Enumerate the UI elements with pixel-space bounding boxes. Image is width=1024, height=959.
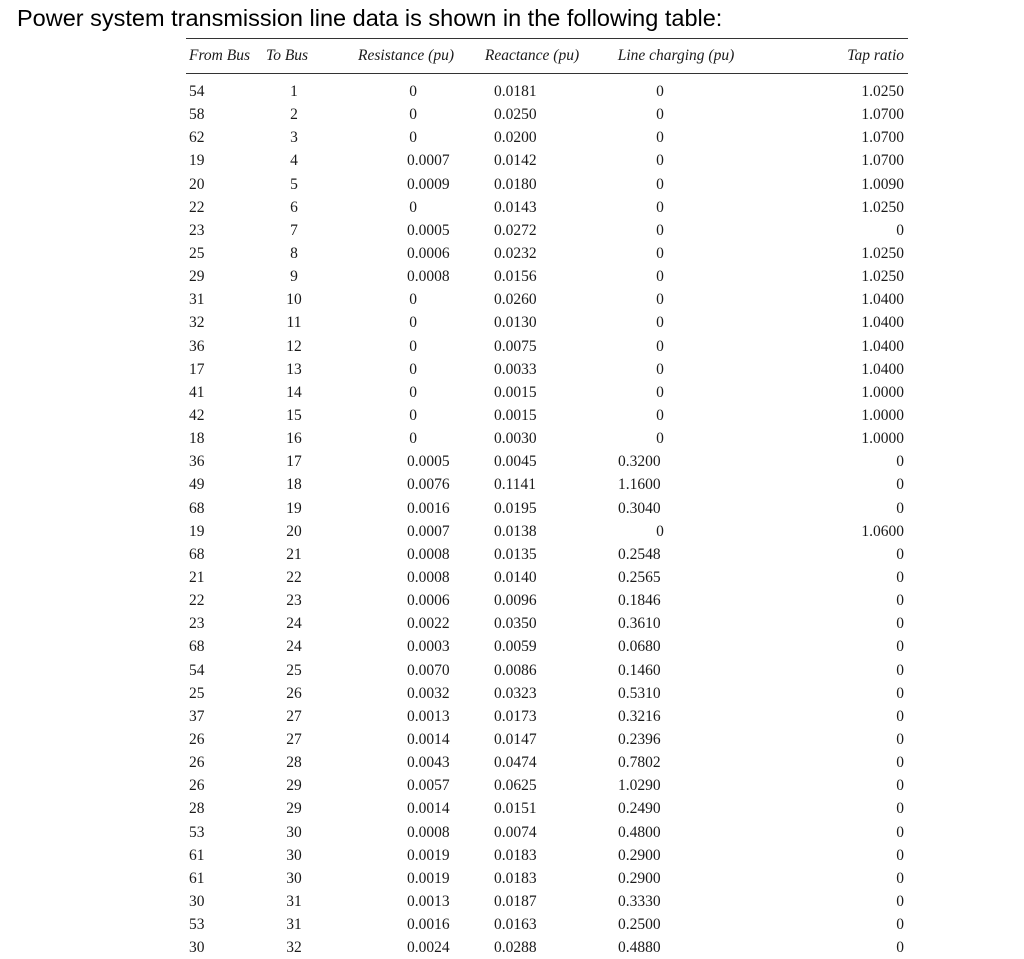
to-bus-cell: 26 bbox=[286, 684, 302, 702]
table-row bbox=[186, 358, 908, 381]
from-bus-cell: 61 bbox=[189, 846, 205, 864]
line-charging-cell: 0.4800 bbox=[618, 823, 661, 841]
tap-ratio-cell: 1.0700 bbox=[861, 152, 904, 170]
from-bus-cell: 53 bbox=[189, 823, 205, 841]
line-charging-cell: 0.7802 bbox=[618, 754, 661, 772]
tap-ratio-cell: 0 bbox=[896, 661, 904, 679]
reactance-cell: 0.0181 bbox=[494, 83, 537, 101]
to-bus-cell: 27 bbox=[286, 707, 302, 725]
to-bus-cell: 23 bbox=[286, 592, 302, 610]
resistance-cell: 0.0022 bbox=[407, 615, 450, 633]
line-charging-cell: 1.0290 bbox=[618, 777, 661, 795]
from-bus-cell: 68 bbox=[189, 638, 205, 656]
table-row bbox=[186, 682, 908, 705]
from-bus-cell: 30 bbox=[189, 892, 205, 910]
table-row bbox=[186, 473, 908, 496]
reactance-cell: 0.0173 bbox=[494, 707, 537, 725]
from-bus-cell: 25 bbox=[189, 684, 205, 702]
tap-ratio-cell: 0 bbox=[896, 453, 904, 471]
from-bus-cell: 18 bbox=[189, 430, 205, 448]
reactance-cell: 0.0135 bbox=[494, 545, 537, 563]
to-bus-cell: 32 bbox=[286, 939, 302, 957]
to-bus-cell: 17 bbox=[286, 453, 302, 471]
table-row bbox=[186, 612, 908, 635]
tap-ratio-cell: 0 bbox=[896, 777, 904, 795]
reactance-cell: 0.0187 bbox=[494, 892, 537, 910]
reactance-cell: 0.0350 bbox=[494, 615, 537, 633]
tap-ratio-cell: 1.0000 bbox=[861, 430, 904, 448]
reactance-cell: 0.0183 bbox=[494, 869, 537, 887]
tap-ratio-cell: 0 bbox=[896, 684, 904, 702]
to-bus-cell: 20 bbox=[286, 522, 302, 540]
table-row bbox=[186, 774, 908, 797]
reactance-cell: 0.0130 bbox=[494, 314, 537, 332]
tap-ratio-cell: 1.0250 bbox=[861, 83, 904, 101]
table-row bbox=[186, 728, 908, 751]
reactance-cell: 0.0147 bbox=[494, 731, 537, 748]
resistance-cell: 0.0009 bbox=[407, 175, 450, 193]
from-bus-cell: 32 bbox=[189, 314, 205, 332]
resistance-cell: 0 bbox=[409, 314, 417, 332]
resistance-cell: 0.0008 bbox=[407, 823, 450, 841]
resistance-cell: 0.0008 bbox=[407, 268, 450, 286]
tap-ratio-cell: 1.0400 bbox=[861, 314, 904, 332]
header-reactance: Reactance (pu) bbox=[484, 47, 580, 64]
reactance-cell: 0.0183 bbox=[494, 846, 537, 864]
resistance-cell: 0.0005 bbox=[407, 453, 450, 471]
tap-ratio-cell: 1.0400 bbox=[861, 291, 904, 309]
from-bus-cell: 36 bbox=[189, 453, 205, 471]
reactance-cell: 0.0075 bbox=[494, 337, 537, 355]
reactance-cell: 0.0180 bbox=[494, 175, 537, 193]
resistance-cell: 0.0003 bbox=[407, 638, 450, 656]
to-bus-cell: 19 bbox=[286, 499, 302, 517]
table-row bbox=[186, 149, 908, 172]
table-row bbox=[186, 705, 908, 728]
to-bus-cell: 15 bbox=[286, 407, 302, 425]
to-bus-cell: 25 bbox=[286, 661, 302, 679]
resistance-cell: 0 bbox=[409, 129, 417, 147]
from-bus-cell: 25 bbox=[189, 245, 205, 263]
line-charging-cell: 0 bbox=[656, 522, 664, 540]
resistance-cell: 0 bbox=[409, 360, 417, 378]
line-charging-cell: 0 bbox=[656, 198, 664, 216]
resistance-cell: 0.0076 bbox=[407, 476, 450, 494]
to-bus-cell: 9 bbox=[290, 268, 298, 286]
from-bus-cell: 26 bbox=[189, 731, 205, 748]
resistance-cell: 0 bbox=[409, 383, 417, 401]
to-bus-cell: 27 bbox=[286, 731, 302, 748]
from-bus-cell: 53 bbox=[189, 916, 205, 934]
line-charging-cell: 0.5310 bbox=[618, 684, 661, 702]
table-row bbox=[186, 126, 908, 149]
tap-ratio-cell: 0 bbox=[896, 869, 904, 887]
tap-ratio-cell: 1.0700 bbox=[861, 129, 904, 147]
to-bus-cell: 29 bbox=[286, 777, 302, 795]
resistance-cell: 0.0070 bbox=[407, 661, 450, 679]
to-bus-cell: 10 bbox=[286, 291, 302, 309]
line-charging-cell: 0 bbox=[656, 407, 664, 425]
from-bus-cell: 41 bbox=[189, 383, 205, 401]
resistance-cell: 0.0008 bbox=[407, 545, 450, 563]
reactance-cell: 0.0163 bbox=[494, 916, 537, 934]
from-bus-cell: 21 bbox=[189, 569, 205, 587]
line-charging-cell: 0.4880 bbox=[618, 939, 661, 957]
tap-ratio-cell: 0 bbox=[896, 615, 904, 633]
line-charging-cell: 0.3040 bbox=[618, 499, 661, 517]
from-bus-cell: 68 bbox=[189, 545, 205, 563]
reactance-cell: 0.0260 bbox=[494, 291, 537, 309]
intro-text: Power system transmission line data is shown in the following table: bbox=[17, 5, 723, 31]
resistance-cell: 0.0006 bbox=[407, 245, 450, 263]
reactance-cell: 0.0232 bbox=[494, 245, 537, 263]
line-charging-cell: 0 bbox=[656, 83, 664, 101]
line-charging-cell: 0 bbox=[656, 314, 664, 332]
table-row bbox=[186, 821, 908, 844]
table-row bbox=[186, 497, 908, 520]
to-bus-cell: 24 bbox=[286, 638, 302, 656]
to-bus-cell: 5 bbox=[290, 175, 298, 193]
table-row bbox=[186, 589, 908, 612]
tap-ratio-cell: 0 bbox=[896, 638, 904, 656]
resistance-cell: 0 bbox=[409, 407, 417, 425]
from-bus-cell: 23 bbox=[189, 221, 205, 239]
tap-ratio-cell: 0 bbox=[896, 823, 904, 841]
line-charging-cell: 0.2900 bbox=[618, 869, 661, 887]
line-charging-cell: 0.2490 bbox=[618, 800, 661, 818]
line-charging-cell: 0.2548 bbox=[618, 545, 661, 563]
line-charging-cell: 0.1460 bbox=[618, 661, 661, 679]
resistance-cell: 0.0014 bbox=[407, 731, 450, 748]
line-data-table-body bbox=[186, 80, 908, 959]
header-tap-ratio: Tap ratio bbox=[847, 47, 904, 64]
resistance-cell: 0 bbox=[409, 106, 417, 124]
reactance-cell: 0.0151 bbox=[494, 800, 537, 818]
line-charging-cell: 0 bbox=[656, 152, 664, 170]
tap-ratio-cell: 0 bbox=[896, 221, 904, 239]
header-row bbox=[186, 39, 908, 73]
to-bus-cell: 8 bbox=[290, 245, 298, 263]
table-body bbox=[186, 80, 908, 959]
table-row bbox=[186, 566, 908, 589]
reactance-cell: 0.0074 bbox=[494, 823, 537, 841]
reactance-cell: 0.0288 bbox=[494, 939, 537, 957]
table-row bbox=[186, 913, 908, 936]
tap-ratio-cell: 0 bbox=[896, 939, 904, 957]
from-bus-cell: 42 bbox=[189, 407, 205, 425]
to-bus-cell: 11 bbox=[286, 314, 302, 332]
to-bus-cell: 31 bbox=[286, 916, 302, 934]
from-bus-cell: 31 bbox=[189, 291, 205, 309]
to-bus-cell: 7 bbox=[290, 221, 298, 239]
resistance-cell: 0 bbox=[409, 83, 417, 101]
reactance-cell: 0.0059 bbox=[494, 638, 537, 656]
from-bus-cell: 20 bbox=[189, 175, 205, 193]
resistance-cell: 0.0043 bbox=[407, 754, 450, 772]
from-bus-cell: 37 bbox=[189, 707, 205, 725]
from-bus-cell: 22 bbox=[189, 198, 205, 216]
line-charging-cell: 0 bbox=[656, 430, 664, 448]
table-row bbox=[186, 242, 908, 265]
from-bus-cell: 23 bbox=[189, 615, 205, 633]
tap-ratio-cell: 1.0700 bbox=[861, 106, 904, 124]
resistance-cell: 0.0005 bbox=[407, 221, 450, 239]
tap-ratio-cell: 0 bbox=[896, 800, 904, 818]
header-line-charging: Line charging (pu) bbox=[617, 47, 735, 64]
line-charging-cell: 0.2396 bbox=[618, 731, 661, 748]
line-charging-cell: 1.1600 bbox=[618, 476, 661, 494]
line-charging-cell: 0.0680 bbox=[618, 638, 661, 656]
resistance-cell: 0 bbox=[409, 291, 417, 309]
table-row bbox=[186, 659, 908, 682]
table-row bbox=[186, 381, 908, 404]
reactance-cell: 0.0272 bbox=[494, 221, 537, 239]
reactance-cell: 0.1141 bbox=[494, 476, 537, 494]
tap-ratio-cell: 1.0250 bbox=[861, 245, 904, 263]
tap-ratio-cell: 0 bbox=[896, 569, 904, 587]
resistance-cell: 0.0024 bbox=[407, 939, 450, 957]
line-charging-cell: 0 bbox=[656, 337, 664, 355]
line-charging-cell: 0 bbox=[656, 221, 664, 239]
resistance-cell: 0.0016 bbox=[407, 916, 450, 934]
line-charging-cell: 0.1846 bbox=[618, 592, 661, 610]
table-row bbox=[186, 103, 908, 126]
tap-ratio-cell: 0 bbox=[896, 592, 904, 610]
tap-ratio-cell: 1.0400 bbox=[861, 337, 904, 355]
to-bus-cell: 21 bbox=[286, 545, 302, 563]
line-charging-cell: 0 bbox=[656, 175, 664, 193]
from-bus-cell: 19 bbox=[189, 152, 205, 170]
table-row bbox=[186, 265, 908, 288]
line-charging-cell: 0 bbox=[656, 129, 664, 147]
table-row bbox=[186, 635, 908, 658]
table-row bbox=[186, 844, 908, 867]
reactance-cell: 0.0096 bbox=[494, 592, 537, 610]
reactance-cell: 0.0323 bbox=[494, 684, 537, 702]
reactance-cell: 0.0015 bbox=[494, 383, 537, 401]
from-bus-cell: 68 bbox=[189, 499, 205, 517]
from-bus-cell: 36 bbox=[189, 337, 205, 355]
resistance-cell: 0.0019 bbox=[407, 869, 450, 887]
to-bus-cell: 4 bbox=[290, 152, 298, 170]
to-bus-cell: 29 bbox=[286, 800, 302, 818]
line-charging-cell: 0.3330 bbox=[618, 892, 661, 910]
to-bus-cell: 18 bbox=[286, 476, 302, 494]
to-bus-cell: 12 bbox=[286, 337, 302, 355]
table-row bbox=[186, 404, 908, 427]
reactance-cell: 0.0250 bbox=[494, 106, 537, 124]
to-bus-cell: 28 bbox=[286, 754, 302, 772]
table-row bbox=[186, 890, 908, 913]
resistance-cell: 0.0014 bbox=[407, 800, 450, 818]
tap-ratio-cell: 1.0250 bbox=[861, 198, 904, 216]
reactance-cell: 0.0143 bbox=[494, 198, 537, 216]
table-header bbox=[186, 39, 908, 73]
table-row bbox=[186, 288, 908, 311]
to-bus-cell: 31 bbox=[286, 892, 302, 910]
reactance-cell: 0.0015 bbox=[494, 407, 537, 425]
from-bus-cell: 49 bbox=[189, 476, 205, 494]
to-bus-cell: 30 bbox=[286, 869, 302, 887]
reactance-cell: 0.0200 bbox=[494, 129, 537, 147]
reactance-cell: 0.0033 bbox=[494, 360, 537, 378]
table-row bbox=[186, 867, 908, 890]
tap-ratio-cell: 1.0600 bbox=[861, 522, 904, 540]
to-bus-cell: 24 bbox=[286, 615, 302, 633]
reactance-cell: 0.0142 bbox=[494, 152, 537, 170]
line-charging-cell: 0.3200 bbox=[618, 453, 661, 471]
resistance-cell: 0.0016 bbox=[407, 499, 450, 517]
line-data-table-container bbox=[186, 38, 910, 959]
resistance-cell: 0.0007 bbox=[407, 522, 450, 540]
reactance-cell: 0.0140 bbox=[494, 569, 537, 587]
line-data-table bbox=[186, 39, 908, 73]
tap-ratio-cell: 1.0400 bbox=[861, 360, 904, 378]
tap-ratio-cell: 0 bbox=[896, 754, 904, 772]
reactance-cell: 0.0195 bbox=[494, 499, 537, 517]
to-bus-cell: 16 bbox=[286, 430, 302, 448]
table-row bbox=[186, 173, 908, 196]
tap-ratio-cell: 1.0090 bbox=[861, 175, 904, 193]
table-row bbox=[186, 219, 908, 242]
from-bus-cell: 28 bbox=[189, 800, 205, 818]
from-bus-cell: 54 bbox=[189, 661, 205, 679]
reactance-cell: 0.0030 bbox=[494, 430, 537, 448]
tap-ratio-cell: 0 bbox=[896, 892, 904, 910]
to-bus-cell: 13 bbox=[286, 360, 302, 378]
from-bus-cell: 61 bbox=[189, 869, 205, 887]
tap-ratio-cell: 1.0000 bbox=[861, 407, 904, 425]
header-to-bus: To Bus bbox=[266, 47, 309, 64]
from-bus-cell: 19 bbox=[189, 522, 205, 540]
line-charging-cell: 0.2900 bbox=[618, 846, 661, 864]
table-row bbox=[186, 427, 908, 450]
tap-ratio-cell: 0 bbox=[896, 707, 904, 725]
from-bus-cell: 26 bbox=[189, 754, 205, 772]
resistance-cell: 0.0007 bbox=[407, 152, 450, 170]
from-bus-cell: 26 bbox=[189, 777, 205, 795]
line-charging-cell: 0 bbox=[656, 291, 664, 309]
resistance-cell: 0.0019 bbox=[407, 846, 450, 864]
resistance-cell: 0 bbox=[409, 198, 417, 216]
tap-ratio-cell: 0 bbox=[896, 846, 904, 864]
line-charging-cell: 0 bbox=[656, 360, 664, 378]
line-charging-cell: 0 bbox=[656, 106, 664, 124]
table-row bbox=[186, 335, 908, 358]
table-row bbox=[186, 520, 908, 543]
header-resistance: Resistance (pu) bbox=[358, 47, 454, 64]
to-bus-cell: 1 bbox=[290, 83, 298, 101]
table-row bbox=[186, 311, 908, 334]
table-row bbox=[186, 450, 908, 473]
table-row bbox=[186, 543, 908, 566]
resistance-cell: 0.0013 bbox=[407, 892, 450, 910]
reactance-cell: 0.0156 bbox=[494, 268, 537, 286]
line-charging-cell: 0.3216 bbox=[618, 707, 661, 725]
to-bus-cell: 30 bbox=[286, 846, 302, 864]
from-bus-cell: 30 bbox=[189, 939, 205, 957]
resistance-cell: 0.0006 bbox=[407, 592, 450, 610]
from-bus-cell: 62 bbox=[189, 129, 205, 147]
reactance-cell: 0.0474 bbox=[494, 754, 537, 772]
from-bus-cell: 22 bbox=[189, 592, 205, 610]
tap-ratio-cell: 1.0000 bbox=[861, 383, 904, 401]
reactance-cell: 0.0625 bbox=[494, 777, 537, 795]
reactance-cell: 0.0086 bbox=[494, 661, 537, 679]
tap-ratio-cell: 0 bbox=[896, 499, 904, 517]
to-bus-cell: 3 bbox=[290, 129, 298, 147]
resistance-cell: 0.0008 bbox=[407, 569, 450, 587]
table-row bbox=[186, 80, 908, 103]
table-row bbox=[186, 196, 908, 219]
line-charging-cell: 0.2565 bbox=[618, 569, 661, 587]
reactance-cell: 0.0045 bbox=[494, 453, 537, 471]
resistance-cell: 0 bbox=[409, 430, 417, 448]
resistance-cell: 0.0057 bbox=[407, 777, 450, 795]
tap-ratio-cell: 0 bbox=[896, 545, 904, 563]
from-bus-cell: 54 bbox=[189, 83, 205, 101]
tap-ratio-cell: 0 bbox=[896, 476, 904, 494]
to-bus-cell: 2 bbox=[290, 106, 298, 124]
from-bus-cell: 58 bbox=[189, 106, 205, 124]
to-bus-cell: 6 bbox=[290, 198, 298, 216]
line-charging-cell: 0 bbox=[656, 245, 664, 263]
line-charging-cell: 0 bbox=[656, 383, 664, 401]
resistance-cell: 0.0013 bbox=[407, 707, 450, 725]
header-from-bus: From Bus bbox=[189, 47, 250, 64]
from-bus-cell: 17 bbox=[189, 360, 205, 378]
tap-ratio-cell: 1.0250 bbox=[861, 268, 904, 286]
from-bus-cell: 29 bbox=[189, 268, 205, 286]
to-bus-cell: 14 bbox=[286, 383, 302, 401]
to-bus-cell: 30 bbox=[286, 823, 302, 841]
table-row bbox=[186, 797, 908, 820]
resistance-cell: 0.0032 bbox=[407, 684, 450, 702]
table-row bbox=[186, 936, 908, 959]
table-row bbox=[186, 751, 908, 774]
tap-ratio-cell: 0 bbox=[896, 916, 904, 934]
tap-ratio-cell: 0 bbox=[896, 731, 904, 748]
line-charging-cell: 0.3610 bbox=[618, 615, 661, 633]
line-charging-cell: 0.2500 bbox=[618, 916, 661, 934]
to-bus-cell: 22 bbox=[286, 569, 302, 587]
line-charging-cell: 0 bbox=[656, 268, 664, 286]
reactance-cell: 0.0138 bbox=[494, 522, 537, 540]
resistance-cell: 0 bbox=[409, 337, 417, 355]
